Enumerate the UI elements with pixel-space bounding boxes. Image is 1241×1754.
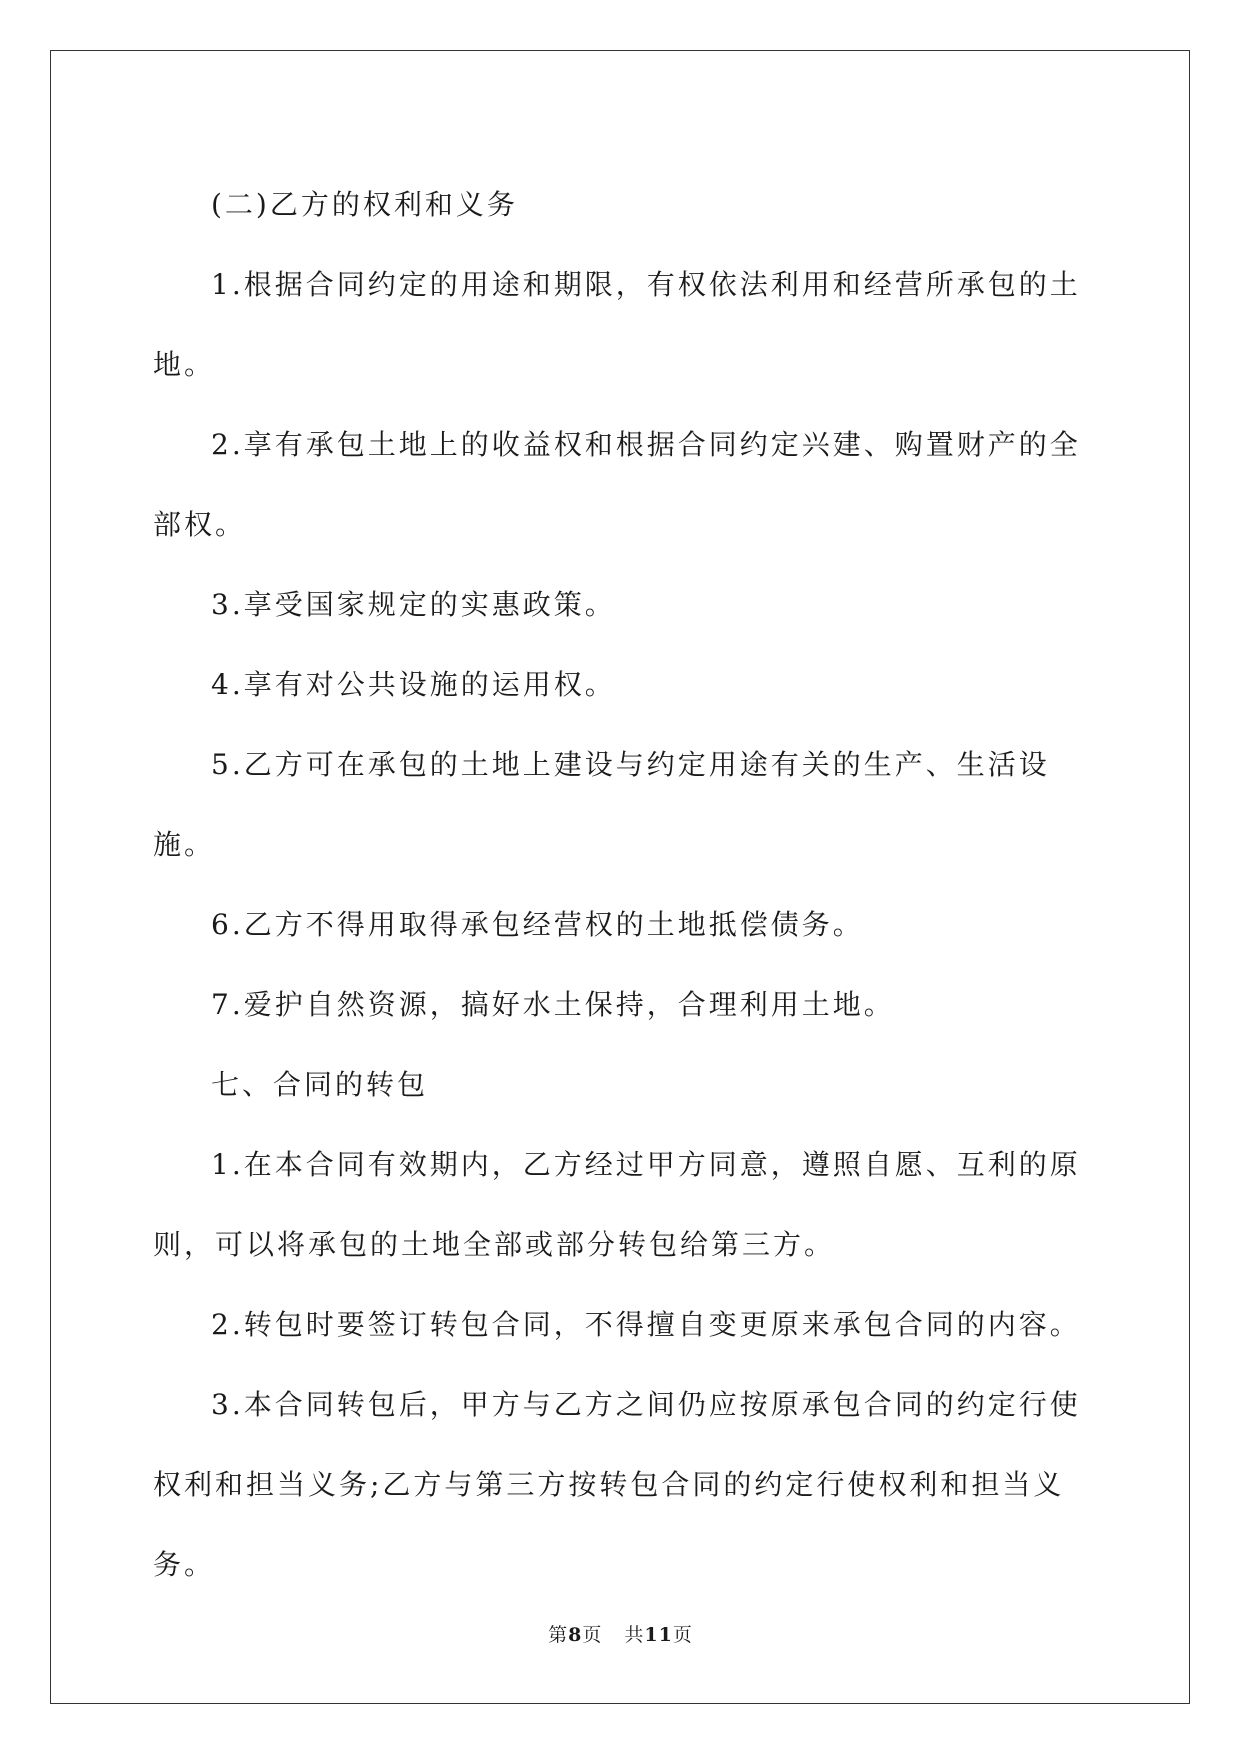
document-body: [153, 165, 1093, 1605]
page-suffix: 页: [582, 1624, 603, 1646]
paragraph: 5.乙方可在承包的土地上建设与约定用途有关的生产、生活设施。: [153, 748, 1050, 861]
paragraph: 1.根据合同约定的用途和期限，有权依法利用和经营所承包的土地。: [153, 268, 1081, 381]
section-heading: 七、合同的转包: [211, 1068, 429, 1101]
paragraph: 4.享有对公共设施的运用权。: [211, 668, 616, 701]
paragraph: 7.爱护自然资源，搞好水土保持，合理利用土地。: [211, 988, 895, 1021]
total-suffix: 页: [672, 1624, 693, 1646]
paragraph: 6.乙方不得用取得承包经营权的土地抵偿债务。: [211, 908, 864, 941]
section-heading: (二)乙方的权利和义务: [211, 188, 518, 221]
page-prefix: 第: [548, 1624, 569, 1646]
paragraph: 1.在本合同有效期内，乙方经过甲方同意，遵照自愿、互利的原则，可以将承包的土地全部或部分转包给第三方。: [153, 1148, 1081, 1261]
page-footer: [0, 1620, 1241, 1647]
total-prefix: 共: [624, 1624, 645, 1646]
page-number: 8: [568, 1624, 583, 1646]
paragraph: 3.享受国家规定的实惠政策。: [211, 588, 616, 621]
total-pages: 11: [644, 1624, 673, 1646]
paragraph: 3.本合同转包后，甲方与乙方之间仍应按原承包合同的约定行使权利和担当义务;乙方与第三方按转包合同的约定行使权利和担当义务。: [153, 1388, 1081, 1581]
paragraph: 2.享有承包土地上的收益权和根据合同约定兴建、购置财产的全部权。: [153, 428, 1081, 541]
paragraph: 2.转包时要签订转包合同，不得擅自变更原来承包合同的内容。: [211, 1308, 1081, 1341]
